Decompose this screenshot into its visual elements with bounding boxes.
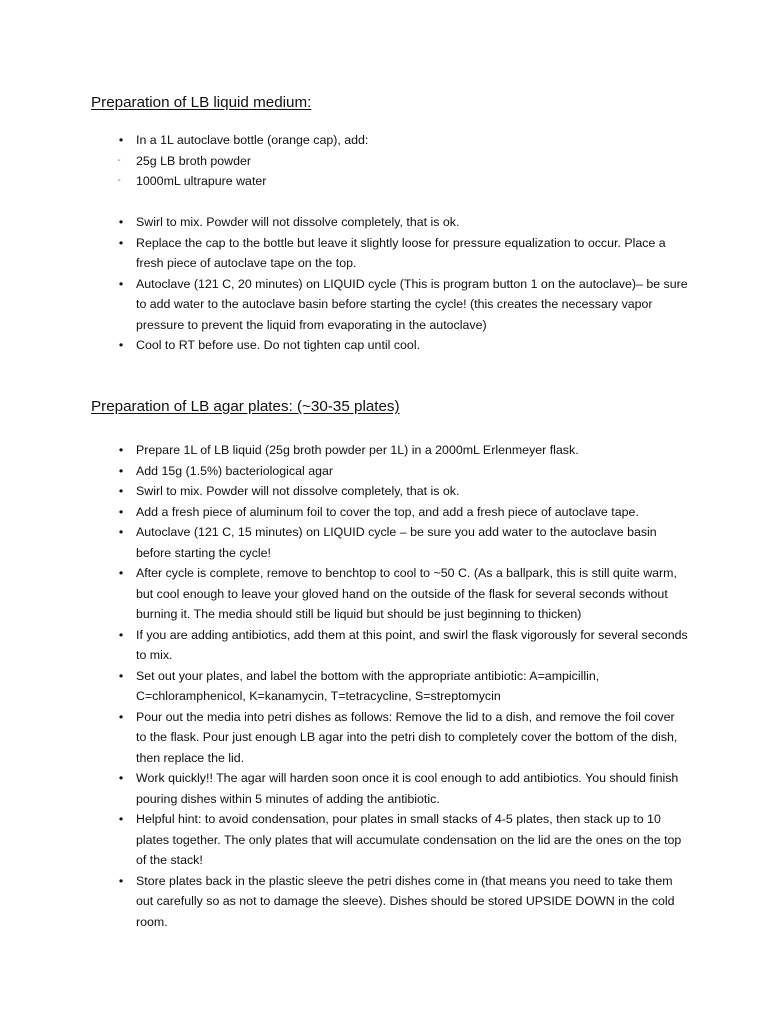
list-item [0, 171, 768, 192]
bullet-marker: • [118, 338, 124, 352]
list-item-text: If you are adding antibiotics, add them at this point, and swirl the flask vigorously for several seconds to mix. [136, 627, 688, 662]
list-item-text: Replace the cap to the bottle but leave it slightly loose for pressure equalization to occur. Place a fresh piece of autoclave tape on the top. [136, 235, 666, 270]
list-item-text: Prepare 1L of LB liquid (25g broth powder per 1L) in a 2000mL Erlenmeyer flask. [136, 443, 579, 457]
list-item-text: Add a fresh piece of aluminum foil to cover the top, and add a fresh piece of autoclave tape. [136, 504, 639, 519]
bullet-marker: • [118, 215, 124, 229]
list-item [0, 274, 768, 336]
list-item-text: Swirl to mix. Powder will not dissolve completely, that is ok. [136, 215, 460, 229]
bullet-marker: • [118, 484, 124, 498]
list-item [0, 130, 768, 151]
bullet-marker: • [118, 566, 124, 580]
bullet-marker: • [118, 812, 124, 826]
list-item-text: Work quickly!! The agar will harden soon once it is cool enough to add antibiotics. You should finish pouring dishes within 5 minutes of adding the antibiotic. [136, 771, 679, 806]
list-item [0, 502, 768, 523]
bullet-marker: • [118, 627, 124, 642]
list-item [0, 335, 768, 356]
bullet-marker: • [118, 771, 124, 785]
bullet-marker: • [118, 504, 124, 519]
dash-marker: - [117, 154, 121, 166]
list-item [0, 461, 768, 482]
dash-marker: - [117, 175, 121, 186]
bullet-marker: • [118, 133, 124, 147]
list-item-text: 1000mL ultrapure water [136, 174, 267, 188]
lb-agar-steps-list [0, 440, 768, 932]
list-item [0, 809, 768, 871]
list-item [0, 151, 768, 172]
bullet-marker: • [118, 668, 124, 683]
list-item [0, 666, 768, 707]
list-item-text: Set out your plates, and label the bottom with the appropriate antibiotic: A=ampicillin, C=chloramphenicol, K=kanamycin, T=tetracycline, S=streptomycin [136, 668, 600, 703]
bullet-marker: • [118, 873, 124, 888]
section-heading-lb-agar: Preparation of LB agar plates: (~30-35 plates) [91, 398, 400, 415]
list-item [0, 440, 768, 461]
list-item [0, 522, 768, 563]
lb-liquid-steps-list [0, 130, 768, 356]
bullet-marker: • [118, 709, 124, 724]
list-item-text: Cool to RT before use. Do not tighten cap until cool. [136, 338, 421, 352]
list-item [0, 768, 768, 809]
list-item [0, 871, 768, 933]
bullet-marker: • [118, 463, 124, 478]
list-item [0, 625, 768, 666]
list-item-text: Swirl to mix. Powder will not dissolve completely, that is ok. [136, 484, 460, 498]
list-item [0, 707, 768, 769]
list-item-text: Autoclave (121 C, 20 minutes) on LIQUID cycle (This is program button 1 on the autoclave)– be sure to add water to the autoclave basin before starting the cycle! (this creates the necessary vapor pressure to prevent the liquid from evaporating in the autoclave) [136, 276, 688, 332]
list-item [0, 563, 768, 625]
list-item [0, 212, 768, 233]
list-item-text: Pour out the media into petri dishes as follows: Remove the lid to a dish, and remove the foil cover to the flask. Pour just enough LB agar into the petri dish to completely cover the bottom of the dish, then replace the lid. [136, 709, 678, 765]
list-item-text: In a 1L autoclave bottle (orange cap), add: [136, 133, 369, 147]
bullet-marker: • [118, 235, 124, 250]
list-item-text: Helpful hint: to avoid condensation, pour plates in small stacks of 4-5 plates, then stack up to 10 plates together. The only plates that will accumulate condensation on the lid are the ones on the top of the stack! [136, 812, 682, 867]
section-heading-lb-liquid: Preparation of LB liquid medium: [91, 94, 312, 111]
list-item-text: Add 15g (1.5%) bacteriological agar [136, 463, 333, 478]
list-item [0, 233, 768, 274]
list-item-text: Store plates back in the plastic sleeve the petri dishes come in (that means you need to take them out carefully so as not to damage the sleeve). Dishes should be stored UPSIDE DOWN in the cold room. [136, 873, 675, 929]
list-item-text: 25g LB broth powder [136, 153, 252, 168]
bullet-marker: • [118, 276, 124, 291]
bullet-marker: • [118, 443, 124, 457]
list-item-text: Autoclave (121 C, 15 minutes) on LIQUID cycle – be sure you add water to the autoclave basin before starting the cycle! [136, 525, 657, 560]
bullet-marker: • [118, 525, 124, 539]
list-item [0, 481, 768, 502]
list-item-text: After cycle is complete, remove to benchtop to cool to ~50 C. (As a ballpark, this is still quite warm, but cool enough to leave your gloved hand on the outside of the flask for several seconds without burning it. The media should still be liquid but should be just beginning to thicken) [136, 566, 677, 621]
